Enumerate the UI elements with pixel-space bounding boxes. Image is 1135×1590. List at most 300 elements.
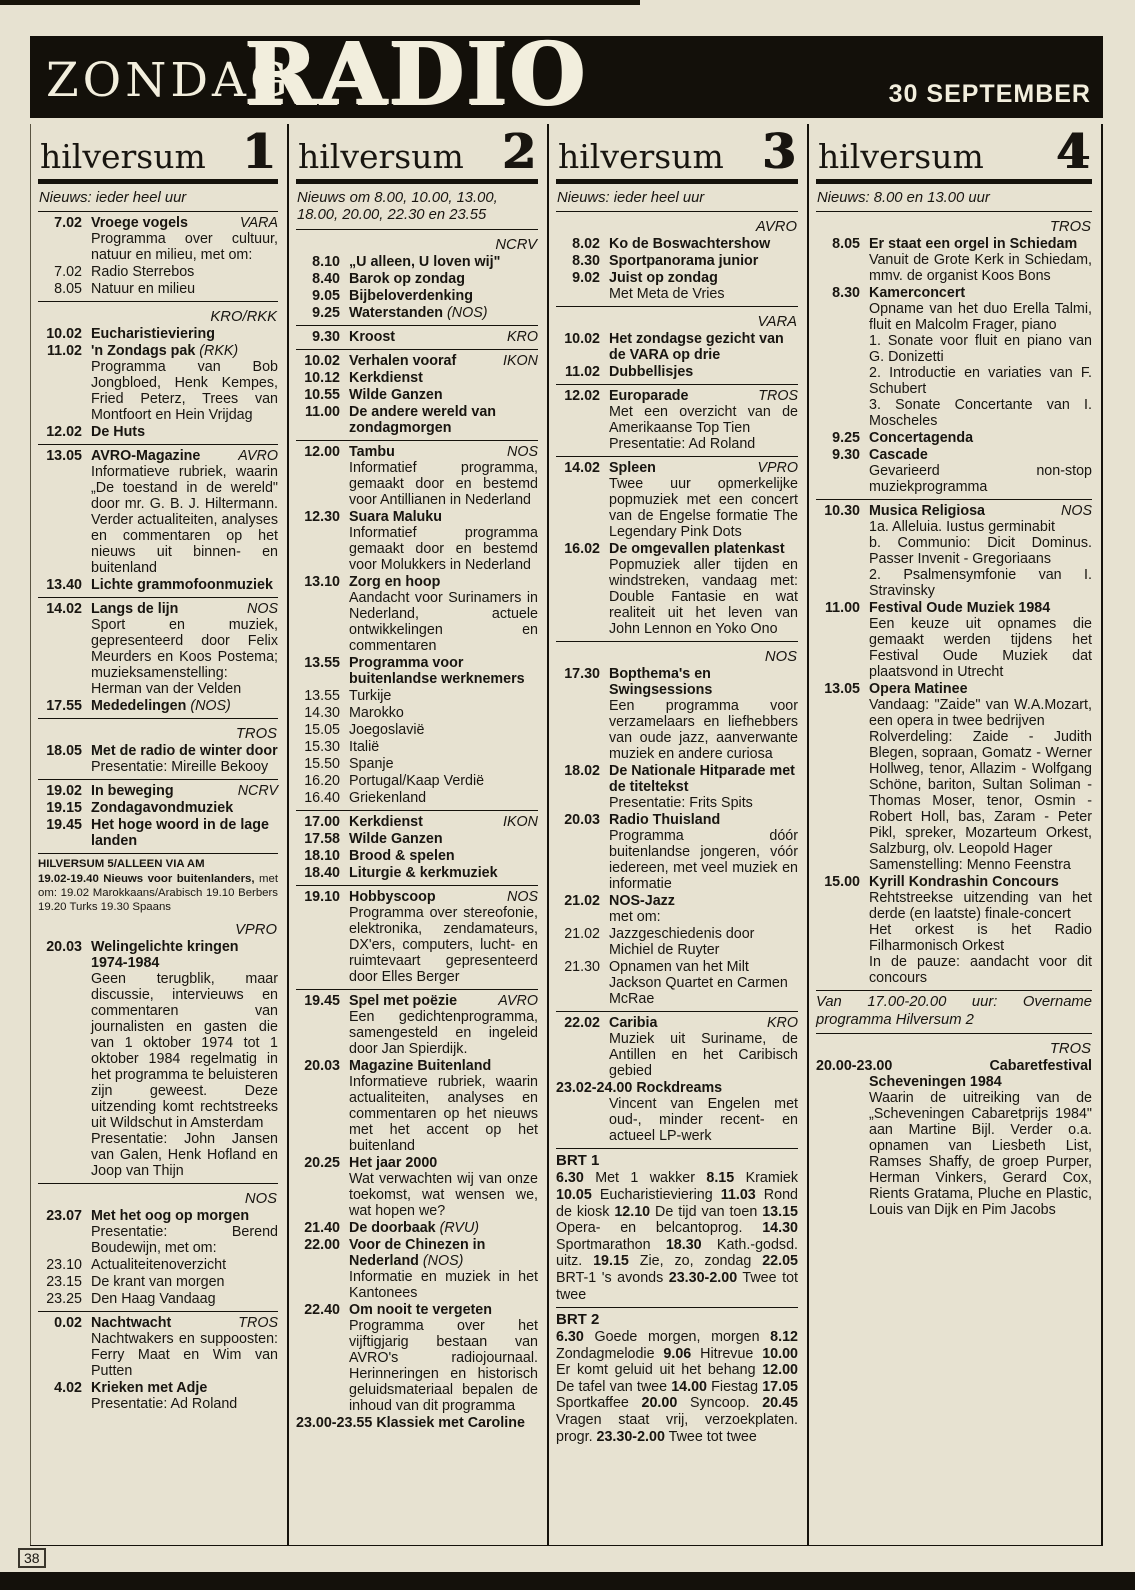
program-entry: [816, 430, 1092, 446]
program-entry: [296, 254, 538, 270]
text-segment: Zondagmelodie: [556, 1345, 664, 1362]
brt-listing: [556, 1152, 798, 1303]
text-segment: 13.15: [762, 1203, 798, 1220]
program-title: „U alleen, U loven wij": [349, 253, 501, 270]
program-entry-body: [349, 889, 538, 985]
program-description: Geen terugblik, maar discussie, intervieuws en commentaren van journalisten en gasten die van 1 oktober 1974 tot 1 oktober 1984 regelmatig in het programma te beluisteren zijn geweest. Deze uitzending komt rechtstreeks uit Wildschut in Amsterdam: [91, 971, 278, 1132]
program-entry: [38, 424, 278, 440]
broadcaster-label: AVRO: [238, 448, 278, 465]
program-title: Krieken met Adje: [91, 1380, 208, 1397]
program-title-line: [609, 253, 798, 269]
program-time: 9.05: [312, 287, 340, 304]
program-entry-body: [609, 388, 798, 452]
text-segment: De tafel van twee: [556, 1378, 672, 1395]
program-title: Welingelichte kringen 1974-1984: [91, 939, 239, 972]
program-title-line: [349, 387, 538, 403]
text-segment: Sportmarathon: [556, 1236, 666, 1253]
separator-rule: [38, 779, 278, 780]
program-time: 18.10: [304, 847, 340, 864]
program-title-line: [91, 215, 278, 231]
program-time: 13.40: [46, 577, 82, 594]
program-title: Brood & spelen: [349, 847, 455, 864]
program-time: 8.40: [312, 270, 340, 287]
program-title: Joegoslavië: [349, 721, 425, 738]
broadcaster-label: AVRO: [755, 219, 797, 236]
program-entry-body: [349, 370, 538, 386]
program-title-line: [349, 773, 538, 789]
program-entry: [296, 739, 538, 755]
program-title-line: [349, 1302, 538, 1318]
program-entry-body: [91, 577, 278, 593]
broadcaster-label: VPRO: [757, 460, 798, 477]
separator-rule: [816, 990, 1092, 991]
program-title: Actualiteitenoverzicht: [91, 1257, 227, 1274]
program-entry-body: [349, 1302, 538, 1414]
program-title-line: [91, 817, 278, 849]
program-title-line: [609, 331, 798, 363]
program-title-line: [609, 364, 798, 380]
program-title-line: [91, 1257, 278, 1273]
program-title: Kamerconcert: [869, 285, 966, 302]
separator-rule: [556, 384, 798, 385]
program-title-line: [869, 236, 1092, 252]
program-title-line: [349, 655, 538, 687]
program-time: 23.00-23.55: [296, 1414, 373, 1431]
text-segment: Goede morgen, morgen: [583, 1329, 771, 1346]
program-title-line: [91, 1315, 278, 1331]
program-title-line: [349, 404, 538, 436]
program-time: 17.30: [564, 666, 600, 683]
program-description: Sport en muziek, gepresenteerd door Felix Meurders en Koos Postema; muzieksamenstelling: Herman van der Velden: [91, 617, 278, 698]
program-entry: [816, 874, 1092, 986]
program-description: In de pauze: aandacht voor dit concours: [869, 954, 1092, 987]
program-description: Aandacht voor Surinamers in Nederland, actuele ontwikkelingen en commentaren: [349, 589, 538, 654]
separator-rule: [556, 456, 798, 457]
program-title: Met het oog op morgen: [91, 1208, 250, 1225]
program-title-line: [609, 541, 798, 557]
program-title-line: [91, 698, 278, 714]
program-time: 16.20: [304, 772, 340, 789]
program-title-line: [609, 926, 798, 958]
program-title-line: [349, 688, 538, 704]
program-title-line: [349, 444, 538, 460]
program-time: 18.40: [304, 864, 340, 881]
program-title: Sportpanorama junior: [609, 253, 759, 270]
program-time: 21.02: [564, 926, 600, 943]
program-entry-body: [609, 959, 798, 1007]
program-description: Vanuit de Grote Kerk in Schiedam, mmv. de organist Koos Bons: [869, 252, 1092, 285]
program-time: 19.10: [304, 888, 340, 905]
separator-rule: [816, 499, 1092, 500]
text-segment: 14.30: [762, 1220, 798, 1237]
program-time: 13.05: [46, 448, 82, 465]
program-entry: [38, 448, 278, 576]
separator-rule: [296, 989, 538, 990]
separator-rule: [38, 1311, 278, 1312]
station-header-rule: [816, 179, 1092, 184]
program-entry: [296, 790, 538, 806]
program-entry-body: [349, 1058, 538, 1154]
broadcaster-label: KRO: [507, 328, 538, 345]
broadcaster-label: NOS: [507, 888, 538, 905]
program-time: 12.30: [304, 508, 340, 525]
program-time: 9.30: [312, 328, 340, 345]
program-entry: [556, 926, 798, 958]
broadcaster-label: NCRV: [495, 236, 537, 253]
broadcaster-label: IKON: [503, 813, 538, 830]
text-segment: 12.10: [614, 1203, 651, 1220]
program-entry: [816, 503, 1092, 599]
program-time: 10.02: [46, 326, 82, 343]
program-description: 3. Sonate Concertante van I. Moscheles: [869, 397, 1092, 430]
program-entry-body: [91, 1208, 278, 1256]
program-entry-body: [91, 939, 278, 1179]
program-time: 15.05: [304, 721, 340, 738]
program-title-line: [91, 1380, 278, 1396]
program-time: 20.03: [46, 939, 82, 956]
program-entry: [556, 541, 798, 637]
program-entry-body: [609, 763, 798, 811]
program-description: Programma van Bob Jongbloed, Henk Kempes, Fried Peterz, Trees van Montfoort en Hein Vrijdag: [91, 359, 278, 424]
program-time: 16.02: [564, 541, 600, 558]
text-segment: Eucharistieviering: [591, 1187, 721, 1204]
program-time: 11.02: [565, 364, 600, 381]
program-entry: [296, 1302, 538, 1414]
program-entry-body: [91, 281, 278, 297]
program-entry: [38, 215, 278, 263]
program-entry-body: [869, 600, 1092, 680]
text-segment: 19.15: [593, 1253, 629, 1270]
program-time: 8.02: [572, 236, 600, 253]
notice-text: [38, 872, 278, 915]
program-title-line: [349, 254, 538, 270]
text-segment: Kath.-godsd. uitz.: [556, 1236, 798, 1270]
program-time: 20.25: [304, 1154, 340, 1171]
program-entry-body: [349, 831, 538, 847]
program-time: 14.30: [304, 704, 340, 721]
station-header: [38, 124, 278, 180]
program-entry: [38, 343, 278, 423]
brt-text: [556, 1170, 798, 1303]
program-entry: [296, 1415, 538, 1431]
program-entry-body: [609, 926, 798, 958]
program-time: 19.02: [46, 783, 82, 800]
program-entry-body: [349, 1237, 538, 1301]
text-segment: Twee tot twee: [664, 1428, 757, 1445]
program-time: 16.40: [304, 789, 340, 806]
program-description: Presentatie: Mireille Bekooy: [91, 759, 269, 776]
separator-rule: [556, 1148, 798, 1149]
program-title: Zorg en hoop: [349, 573, 441, 590]
program-time: 0.02: [54, 1315, 82, 1332]
program-time: 17.00: [304, 813, 340, 830]
program-entry: [296, 444, 538, 508]
program-entry-body: [349, 722, 538, 738]
program-time: 19.45: [46, 817, 82, 834]
program-description: Informatief programma, gemaakt door en bestemd voor Antillianen in Nederland: [349, 459, 538, 508]
program-title: Juist op zondag: [609, 270, 718, 287]
program-title-line: [349, 756, 538, 772]
program-entry-body: [349, 865, 538, 881]
program-title-suffix: (NOS): [422, 1252, 464, 1269]
program-time: 17.58: [304, 830, 340, 847]
program-entry-body: [609, 253, 798, 269]
separator-rule: [556, 1307, 798, 1308]
program-title-line: [349, 370, 538, 386]
program-title: Bijbeloverdenking: [349, 287, 473, 304]
station-header-rule: [38, 179, 278, 184]
program-title-line: [91, 281, 278, 297]
program-description: 1. Sonate voor fluit en piano van G. Donizetti: [869, 333, 1092, 366]
program-title-line: [91, 1274, 278, 1290]
program-entry-body: [349, 773, 538, 789]
program-time: 10.30: [824, 503, 860, 520]
program-time: 14.02: [564, 460, 600, 477]
program-list: [296, 233, 538, 1431]
program-time: 9.02: [572, 270, 600, 287]
program-title-line: [91, 1208, 278, 1224]
program-entry: [38, 743, 278, 775]
program-title-line: [349, 722, 538, 738]
program-title-line: [91, 939, 278, 971]
program-time: 13.55: [304, 687, 340, 704]
separator-rule: [556, 1011, 798, 1012]
text-segment: 23.30-2.00: [596, 1428, 665, 1445]
program-list: [816, 215, 1092, 1218]
program-title-line: [349, 271, 538, 287]
program-entry: [556, 364, 798, 380]
news-schedule: Nieuws om 8.00, 10.00, 13.00, 18.00, 20.00, 22.30 en 23.55: [296, 189, 538, 230]
program-title-line: [869, 600, 1092, 616]
program-time: 11.00: [305, 403, 340, 420]
program-time: 10.55: [304, 386, 340, 403]
program-time: 7.02: [54, 215, 82, 232]
station-number: 3: [762, 124, 796, 180]
separator-rule: [38, 301, 278, 302]
text-segment: met om: 19.02 Marokkaans/Arabisch 19.10 Berbers 19.20 Turks 19.30 Spaans: [38, 872, 278, 914]
program-entry: [296, 831, 538, 847]
program-title: In beweging: [91, 783, 174, 800]
program-description: Rolverdeling: Zaide - Judith Blegen, sopraan, Gomatz - Werner Hollweg, tenor, Allazim - Wolfgang Schöne, bariton, Sultan Soliman - Thomas Moser, tenor, Osmin - Robert Holl, bas, Zaram - Peter Pikl, spreker, Mozarteum Orkest, Salzburg, olv. Leopold Hager: [869, 729, 1092, 858]
broadcaster-label: TROS: [1049, 219, 1091, 236]
program-entry: [38, 817, 278, 849]
date-label: 30 SEPTEMBER: [888, 80, 1091, 108]
station-name: hilversum: [818, 137, 984, 176]
broadcaster-label: KRO: [767, 1015, 798, 1032]
program-entry-body: [91, 1380, 278, 1412]
program-entry-body: [349, 509, 538, 573]
program-time: 18.05: [46, 743, 82, 760]
program-entry-body: [91, 343, 278, 423]
program-time: 8.05: [54, 281, 82, 298]
program-time: 8.30: [572, 253, 600, 270]
program-entry-body: [349, 655, 538, 687]
program-description: Met Meta de Vries: [609, 286, 725, 303]
separator-rule: [556, 641, 798, 642]
program-description: Vincent van Engelen met oud-, minder recent- en actueel LP-werk: [609, 1096, 798, 1145]
program-time: 14.02: [46, 601, 82, 618]
program-title: Wilde Ganzen: [349, 830, 443, 847]
program-entry-body: [91, 800, 278, 816]
separator-rule: [556, 306, 798, 307]
program-title: Om nooit te vergeten: [349, 1301, 492, 1318]
broadcaster-label: IKON: [503, 352, 538, 369]
program-description: b. Communio: Dicit Dominus. Passer Invenit - Gregoriaans: [869, 535, 1092, 568]
program-entry-body: [91, 1291, 278, 1307]
program-time: 10.02: [304, 352, 340, 369]
station-column-hilversum-4: [807, 124, 1101, 1545]
program-time: 20.03: [304, 1057, 340, 1074]
program-title: Spanje: [349, 755, 394, 772]
program-title-line: [609, 763, 798, 795]
program-title: Radio Sterrebos: [91, 264, 195, 281]
text-segment: 10.05: [556, 1187, 592, 1204]
program-description: Presentatie: Berend Boudewijn, met om:: [91, 1224, 278, 1257]
program-title: Hobbyscoop: [349, 888, 436, 905]
program-description: Programma over het vijftigjarig bestaan van AVRO's radiojournaal. Herinneringen en historisch geluidsmateriaal bepalen de inhoud van dit programma: [349, 1317, 538, 1414]
program-title-line: [556, 1080, 798, 1097]
text-segment: 19.02-19.40 Nieuws voor buitenlanders,: [38, 872, 255, 885]
text-segment: 10.00: [762, 1345, 798, 1362]
separator-rule: [296, 440, 538, 441]
program-title: Barok op zondag: [349, 270, 465, 287]
program-time: 13.05: [824, 681, 860, 698]
broadcaster-label: NCRV: [237, 783, 278, 800]
program-description: 2. Psalmensymfonie van I. Stravinsky: [869, 567, 1092, 600]
program-entry: [38, 601, 278, 697]
program-entry-body: [869, 430, 1092, 446]
program-description: Een keuze uit opnames die gemaakt werden tijdens het Festival Oude Muziek dat plaatsvond in Utrecht: [869, 616, 1092, 681]
program-title: Vroege vogels: [91, 215, 188, 232]
program-title: Nachtwacht: [91, 1315, 172, 1332]
text-segment: 11.03: [720, 1187, 756, 1204]
program-title-line: [609, 812, 798, 828]
program-title-line: [91, 601, 278, 617]
program-time: 15.50: [304, 755, 340, 772]
broadcaster-label: VARA: [757, 314, 797, 331]
program-time: 23.02-24.00: [556, 1080, 633, 1097]
program-entry-body: [91, 698, 278, 714]
program-entry: [296, 722, 538, 738]
program-entry: [296, 305, 538, 321]
program-entry-body: [91, 1274, 278, 1290]
program-entry: [38, 698, 278, 714]
program-title-line: [349, 814, 538, 830]
program-title: Italië: [349, 738, 380, 755]
program-entry-body: [869, 874, 1092, 986]
program-time: 21.30: [564, 959, 600, 976]
separator-rule: [296, 325, 538, 326]
program-entry: [38, 939, 278, 1179]
text-segment: Sportkaffee: [556, 1395, 642, 1412]
program-time: 22.00: [304, 1236, 340, 1253]
program-time: 12.02: [46, 424, 82, 441]
program-entry: [556, 812, 798, 892]
program-entry: [556, 331, 798, 363]
program-description: Informatieve rubriek, waarin „De toestand in de wereld" door mr. G. B. J. Hiltermann. Verder actualiteiten, analyses en commentaren op het nieuws uit binnen- en buitenland: [91, 464, 278, 577]
program-title-line: [349, 790, 538, 806]
program-entry: [296, 865, 538, 881]
program-description: Presentatie: John Jansen van Galen, Henk Hofland en Joop van Thijn: [91, 1131, 278, 1180]
program-description: Programma over cultuur, natuur en milieu, met om:: [91, 231, 278, 264]
program-time: 8.05: [832, 236, 860, 253]
text-segment: Opera- en belcantoprog.: [556, 1220, 763, 1237]
program-title-line: [349, 1220, 538, 1236]
program-list: [556, 215, 798, 1445]
program-title: Cascade: [869, 447, 928, 464]
program-title: Het zondagse gezicht van de VARA op drie: [609, 331, 784, 364]
program-entry: [296, 353, 538, 369]
program-entry-body: [609, 1015, 798, 1079]
text-segment: 20.00: [641, 1395, 678, 1412]
program-entry: [296, 993, 538, 1057]
program-time: 13.10: [304, 573, 340, 590]
text-segment: 22.05: [762, 1253, 798, 1270]
brt-listing: [556, 1311, 798, 1445]
program-title: Tambu: [349, 443, 395, 460]
overname-note: Van 17.00-20.00 uur: Overname programma Hilversum 2: [816, 994, 1092, 1028]
program-title-line: [91, 326, 278, 342]
news-schedule: Nieuws: 8.00 en 13.00 uur: [816, 189, 1092, 212]
program-title-line: [609, 460, 798, 476]
program-time: 10.02: [564, 331, 600, 348]
program-entry: [296, 574, 538, 654]
program-description: Gevarieerd non-stop muziekprogramma: [869, 463, 1092, 496]
program-entry: [296, 1058, 538, 1154]
program-description: Een programma voor verzamelaars en liefhebbers van oude jazz, aanverwante muziek en andere curiosa: [609, 698, 798, 763]
program-entry: [296, 387, 538, 403]
text-segment: Zie, zo, zondag: [628, 1253, 763, 1270]
program-title: Dubbellisjes: [609, 364, 694, 381]
program-title-line: [91, 448, 278, 464]
program-title: Waterstanden: [349, 304, 444, 321]
program-title: Portugal/Kaap Verdië: [349, 772, 485, 789]
program-time: 23.07: [46, 1208, 82, 1225]
program-entry: [556, 763, 798, 811]
program-description: 1a. Alleluia. Iustus germinabit: [869, 519, 1055, 536]
separator-rule: [296, 349, 538, 350]
program-title: AVRO-Magazine: [91, 448, 201, 465]
text-segment: 12.00: [762, 1362, 798, 1379]
text-segment: BRT-1 's avonds: [556, 1269, 669, 1286]
program-title-line: [91, 743, 278, 759]
station-number: 2: [502, 124, 536, 180]
program-title: NOS-Jazz: [609, 893, 675, 910]
broadcaster-label: VPRO: [235, 922, 277, 939]
program-entry: [38, 577, 278, 593]
program-entry: [296, 705, 538, 721]
program-title-line: [816, 1058, 1092, 1091]
program-time: 19.15: [46, 800, 82, 817]
program-title: Rockdreams: [636, 1080, 723, 1097]
program-time: 8.10: [312, 253, 340, 270]
program-entry-body: [609, 893, 798, 925]
program-title-line: [869, 447, 1092, 463]
program-time: 15.00: [824, 874, 860, 891]
program-title: Magazine Buitenland: [349, 1057, 492, 1074]
program-entry: [296, 509, 538, 573]
station-name: hilversum: [558, 137, 724, 176]
station-header: [556, 124, 798, 180]
program-title-line: [609, 270, 798, 286]
program-entry: [38, 326, 278, 342]
program-entry: [556, 959, 798, 1007]
program-entry-body: [869, 681, 1092, 873]
text-segment: Kramiek: [734, 1170, 799, 1187]
brt-title: BRT 2: [556, 1311, 600, 1329]
broadcaster-label: NOS: [764, 649, 797, 666]
program-entry: [556, 1015, 798, 1079]
